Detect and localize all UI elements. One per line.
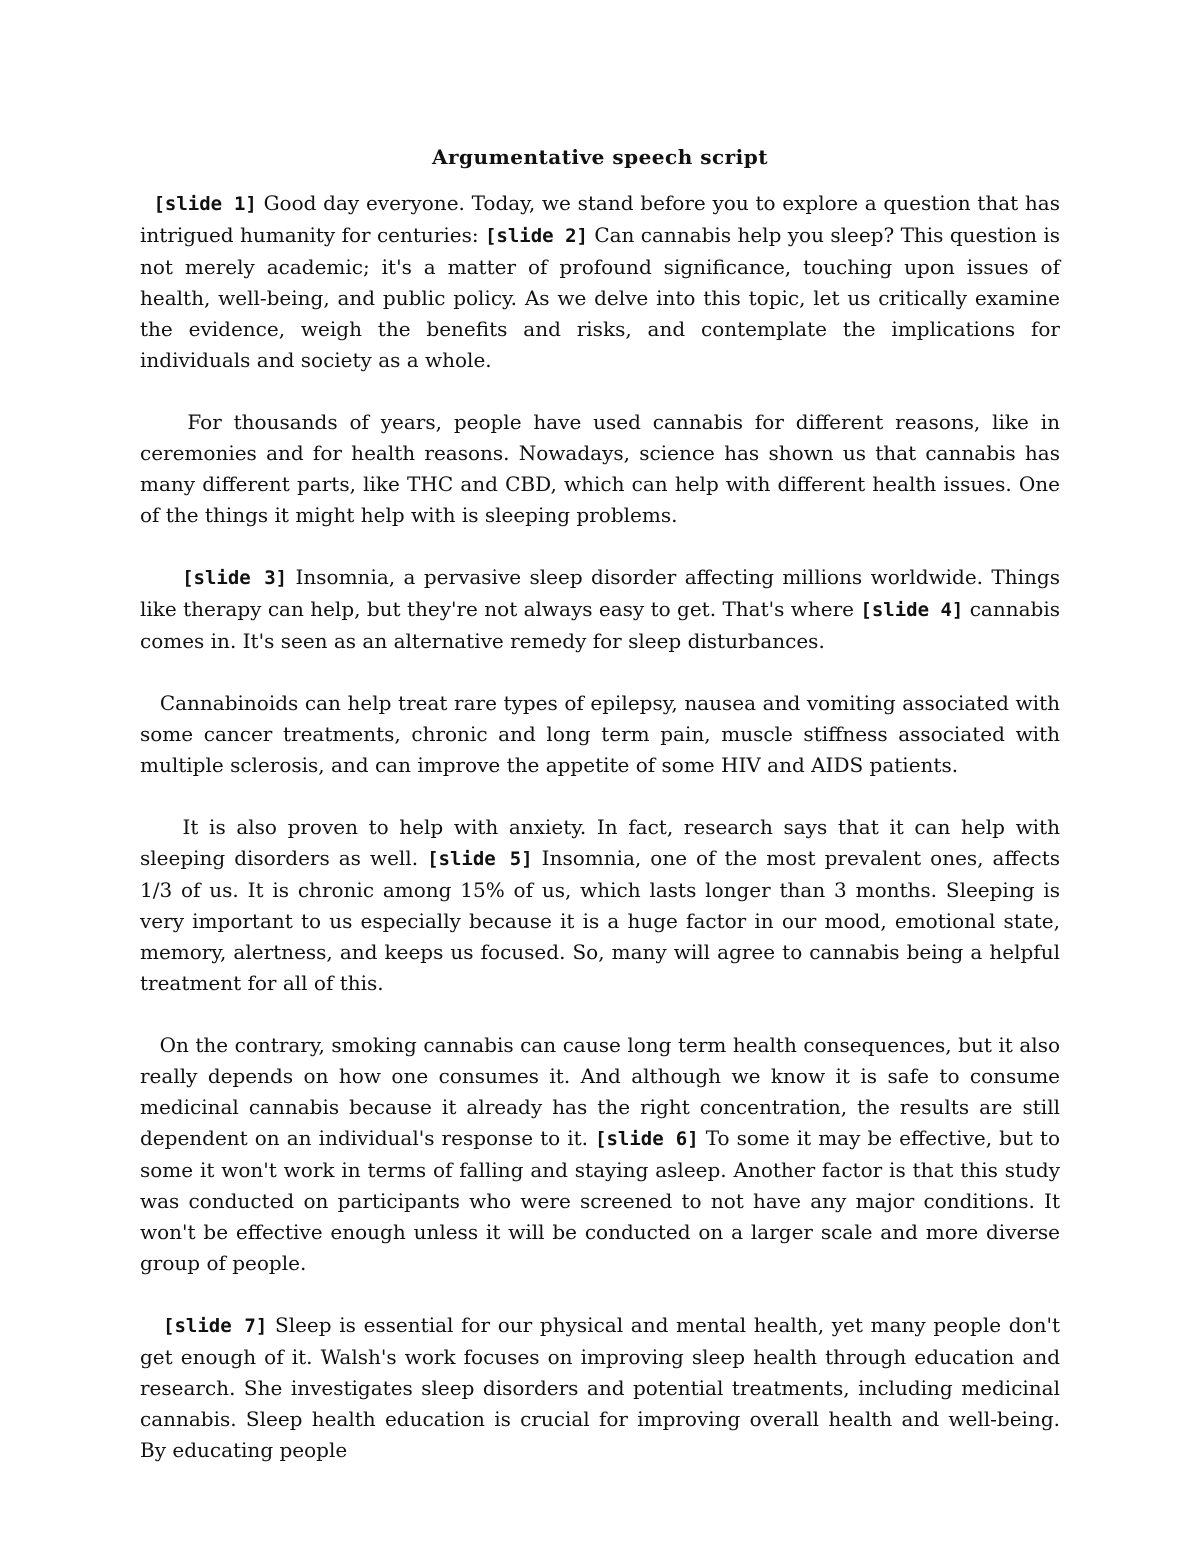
paragraph-indent — [140, 1313, 163, 1337]
paragraph-indent — [140, 191, 153, 215]
paragraph-text: On the contrary, smoking cannabis can cause long term health consequences, but it also really depends on how one consumes it. And although we know it is safe to consume medicinal cannabis because it already has the right concentration, the results are still dependent on an individual's response to it. — [140, 1033, 1060, 1150]
paragraph-text: Cannabinoids can help treat rare types of epilepsy, nausea and vomiting associated with some cancer treatments, chronic and long term pain, muscle stiffness associated with multiple sclerosis, and can improve the appetite of some HIV and AIDS patients. — [140, 691, 1060, 777]
paragraph — [140, 188, 1060, 376]
paragraph — [140, 812, 1060, 999]
slide-marker: [slide 6] — [595, 1128, 699, 1150]
paragraph-indent — [140, 815, 182, 839]
paragraph-text: To some it may be effective, but to some it won't work in terms of falling and staying asleep. Another factor is that this study was conducted on participants who were screened to not have any major conditions. It won't be effective enough unless it will be conducted on a larger scale and more diverse group of people. — [140, 1126, 1061, 1275]
paragraph-indent — [140, 410, 187, 434]
document-title: Argumentative speech script — [431, 145, 769, 169]
paragraph-text: Insomnia, a pervasive sleep disorder affecting millions worldwide. Things like therapy can help, but they're not always easy to get. That's where — [140, 565, 1060, 621]
paragraph-indent — [140, 1033, 160, 1057]
paragraph-text: Good day everyone. Today, we stand before you to explore a question that has intrigued humanity for centuries: — [140, 191, 1060, 247]
slide-marker: [slide 2] — [484, 225, 588, 247]
paragraph-text: Can cannabis help you sleep? This question is not merely academic; it's a matter of profound significance, touching upon issues of health, well-being, and public policy. As we delve into this topic, let us critically examine the evidence, weigh the benefits and risks, and contemplate the implications for individuals and society as a whole. — [140, 223, 1060, 372]
paragraph — [140, 1030, 1060, 1279]
paragraph — [140, 562, 1060, 657]
paragraph-text: cannabis comes in. It's seen as an alternative remedy for sleep disturbances. — [140, 597, 1060, 653]
slide-marker: [slide 4] — [860, 599, 964, 621]
paragraph — [140, 688, 1060, 781]
paragraph-indent — [140, 691, 160, 715]
paragraph — [140, 407, 1060, 531]
paragraph-text: It is also proven to help with anxiety. In fact, research says that it can help with sleeping disorders as well. — [140, 815, 1060, 870]
slide-marker: [slide 1] — [153, 193, 257, 215]
paragraph-indent — [140, 565, 182, 589]
paragraph — [140, 1310, 1060, 1466]
paragraph-text: Sleep is essential for our physical and mental health, yet many people don't get enough of it. Walsh's work focuses on improving sleep health through education and research. She investigates sleep disorders and potential treatments, including medicinal cannabis. Sleep health education is crucial for improving overall health and well-being. By educating people — [140, 1313, 1060, 1462]
paragraph-text: For thousands of years, people have used cannabis for different reasons, like in ceremonies and for health reasons. Nowadays, science has shown us that cannabis has many different parts, like THC and CBD, which can help with different health issues. One of the things it might help with is sleeping problems. — [140, 410, 1060, 527]
document-body — [140, 188, 1060, 1466]
slide-marker: [slide 7] — [163, 1315, 268, 1337]
document-page — [140, 142, 1060, 1466]
slide-marker: [slide 5] — [427, 848, 533, 870]
slide-marker: [slide 3] — [182, 567, 288, 589]
paragraph-text: Insomnia, one of the most prevalent ones, affects 1/3 of us. It is chronic among 15% of us, which lasts longer than 3 months. Sleeping is very important to us especially because it is a huge factor in our mood, emotional state, memory, alertness, and keeps us focused. So, many will agree to cannabis being a helpful treatment for all of this. — [140, 846, 1061, 995]
